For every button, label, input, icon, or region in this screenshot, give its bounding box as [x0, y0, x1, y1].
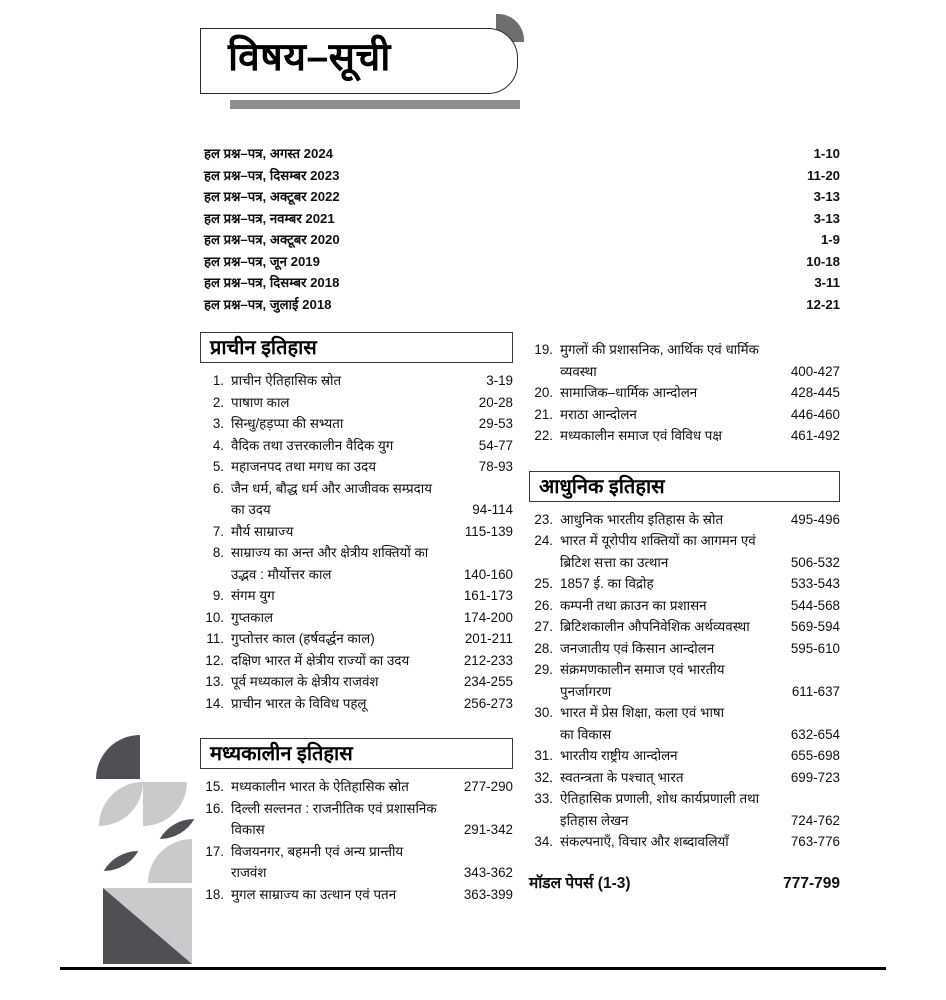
toc-entry-pages: 29-53: [478, 416, 513, 431]
toc-entry: [529, 831, 840, 853]
toc-entry: [200, 370, 513, 392]
solved-paper-title: हल प्रश्न–पत्र, जून 2019: [204, 253, 320, 269]
toc-entry-pages: 611-637: [791, 683, 840, 699]
toc-entry-number: 22.: [534, 428, 553, 443]
toc-entry-label: मध्यकालीन भारत के ऐतिहासिक स्रोत: [231, 779, 409, 794]
solved-paper-row: [204, 229, 840, 251]
toc-entry-label: संगम युग: [231, 588, 275, 603]
toc-entry-label: 1857 ई. का विद्रोह: [560, 576, 654, 591]
model-papers-label: मॉडल पेपर्स (1-3): [529, 874, 631, 892]
toc-list-modern: [529, 509, 840, 853]
toc-entry-label: मुगल साम्राज्य का उत्थान एवं पतन: [231, 886, 397, 902]
toc-entry-pages: 20-28: [478, 394, 513, 410]
toc-entry: [529, 638, 840, 660]
toc-entry-label: कम्पनी तथा क्राउन का प्रशासन: [560, 597, 707, 613]
toc-entry-label-continued: व्यवस्था: [560, 363, 597, 379]
toc-entry: [200, 628, 513, 650]
toc-entry-number: 26.: [534, 597, 553, 613]
toc-entry-label: भारत में यूरोपीय शक्तियों का आगमन एवं ब्रिटिश सत्ता का उत्थान: [560, 530, 840, 573]
toc-entry: [529, 702, 840, 745]
toc-entry: [200, 521, 513, 543]
toc-entry-number: 33.: [534, 791, 553, 806]
toc-entry-label: प्राचीन ऐतिहासिक स्रोत: [231, 373, 342, 388]
solved-paper-title: हल प्रश्न–पत्र, दिसम्बर 2023: [204, 167, 340, 183]
solved-paper-row: [204, 294, 840, 316]
leaf-lens-light-left: [99, 782, 143, 826]
toc-entry: [200, 435, 513, 457]
toc-entry-pages: 595-610: [790, 640, 840, 656]
leaf-lens-dark-left: [101, 846, 141, 875]
toc-entry-number: 24.: [534, 533, 553, 548]
toc-entry-label: आधुनिक भारतीय इतिहास के स्रोत: [560, 511, 724, 527]
toc-entry-pages: 174-200: [463, 609, 513, 625]
toc-entry-number: 31.: [534, 748, 553, 763]
toc-entry-label: भारत में प्रेस शिक्षा, कला एवं भाषा का विकास: [560, 702, 840, 745]
toc-entry: [200, 693, 513, 715]
toc-entry-pages: 495-496: [790, 511, 840, 527]
toc-entry-pages: 763-776: [790, 834, 840, 849]
solved-paper-row: [204, 272, 840, 294]
toc-entry-pages: 506-532: [790, 554, 840, 570]
toc-entry-number: 7.: [212, 523, 224, 539]
toc-entry-number: 34.: [534, 834, 553, 849]
toc-entry-pages: 533-543: [790, 576, 840, 591]
toc-entry-number: 25.: [534, 576, 553, 591]
toc-entry: [529, 788, 840, 831]
toc-entry-pages: 363-399: [463, 886, 513, 902]
toc-entry-label: दिल्ली सल्तनत : राजनीतिक एवं प्रशासनिक विकास: [231, 798, 513, 841]
toc-entry-number: 9.: [212, 588, 224, 603]
toc-entry: [200, 884, 513, 906]
section-heading-ancient: प्राचीन इतिहास: [200, 332, 513, 363]
toc-entry-pages: 461-492: [790, 428, 840, 443]
toc-entry-pages: 256-273: [463, 695, 513, 711]
toc-entry-label: गुप्तोत्तर काल (हर्षवर्द्धन काल): [231, 631, 375, 646]
toc-entry-number: 8.: [212, 545, 224, 560]
toc-entry-pages: 724-762: [790, 812, 840, 828]
toc-entry-pages: 569-594: [790, 619, 840, 634]
toc-entry-label: जैन धर्म, बौद्ध धर्म और आजीवक सम्प्रदाय का उदय: [231, 478, 513, 521]
toc-entry-pages: 632-654: [790, 726, 840, 742]
toc-entry: [200, 776, 513, 798]
toc-entry: [529, 573, 840, 595]
toc-entry-label-continued: इतिहास लेखन: [560, 812, 629, 828]
page-header-banner: [200, 14, 520, 94]
header-shadow-bar: [230, 100, 520, 109]
toc-entry-pages: 161-173: [463, 588, 513, 603]
toc-entry-number: 15.: [205, 779, 224, 794]
toc-entry-number: 28.: [534, 640, 553, 656]
toc-entry-label: पूर्व मध्यकाल के क्षेत्रीय राजवंश: [231, 674, 379, 689]
toc-entry-label: ब्रिटिशकालीन औपनिवेशिक अर्थव्यवस्था: [560, 619, 750, 634]
toc-entry: [529, 425, 840, 447]
solved-paper-title: हल प्रश्न–पत्र, अगस्त 2024: [204, 146, 334, 161]
toc-entry: [529, 767, 840, 789]
toc-entry-number: 32.: [534, 769, 553, 785]
toc-entry: [200, 650, 513, 672]
toc-list-medieval-left: [200, 776, 513, 905]
toc-entry-number: 5.: [212, 459, 224, 474]
toc-entry-pages: 3-19: [486, 373, 513, 388]
toc-entry-number: 1.: [212, 373, 224, 388]
toc-entry-number: 12.: [205, 652, 224, 668]
toc-entry-number: 4.: [212, 437, 224, 453]
toc-entry: [529, 339, 840, 382]
toc-entry: [529, 659, 840, 702]
toc-entry-label-continued: का विकास: [560, 726, 612, 742]
page-bottom-rule: [60, 967, 886, 970]
toc-entry-label: मौर्य साम्राज्य: [231, 523, 294, 539]
toc-entry-number: 3.: [212, 416, 224, 431]
toc-entry: [529, 530, 840, 573]
toc-entry-label: भारतीय राष्ट्रीय आन्दोलन: [560, 748, 678, 763]
toc-entry-label: दक्षिण भारत में क्षेत्रीय राज्यों का उदय: [231, 652, 410, 668]
toc-entry: [200, 607, 513, 629]
model-papers-row: [529, 873, 840, 895]
toc-entry-label: संकल्पनाएँ, विचार और शब्दावलियाँ: [560, 834, 729, 849]
toc-entry-label: मराठा आन्दोलन: [560, 406, 637, 422]
toc-entry-number: 21.: [534, 406, 553, 422]
toc-entry-label-continued: का उदय: [231, 502, 271, 517]
toc-entry-number: 23.: [534, 511, 553, 527]
toc-entry: [529, 745, 840, 767]
toc-list-medieval-right: [529, 339, 840, 447]
toc-entry: [529, 382, 840, 404]
toc-entry-number: 17.: [205, 843, 224, 859]
toc-entry-number: 10.: [205, 609, 224, 625]
toc-entry-pages: 115-139: [464, 523, 513, 539]
toc-entry-pages: 140-160: [463, 566, 513, 582]
toc-entry-number: 13.: [205, 674, 224, 689]
toc-entry-pages: 277-290: [463, 779, 513, 794]
solved-paper-title: हल प्रश्न–पत्र, जुलाई 2018: [204, 296, 332, 312]
toc-entry-label: संक्रमणकालीन समाज एवं भारतीय पुनर्जागरण: [560, 659, 840, 702]
toc-entry-pages: 343-362: [463, 865, 513, 880]
solved-paper-title: हल प्रश्न–पत्र, अक्टूबर 2020: [204, 232, 340, 247]
toc-entry-number: 29.: [534, 662, 553, 677]
toc-entry: [200, 456, 513, 478]
toc-entry-label: मुगलों की प्रशासनिक, आर्थिक एवं धार्मिक व्यवस्था: [560, 339, 840, 382]
toc-entry-pages: 699-723: [790, 769, 840, 785]
toc-entry: [200, 413, 513, 435]
toc-entry-number: 14.: [205, 695, 224, 711]
toc-entry-number: 2.: [212, 394, 224, 410]
toc-entry-label: विजयनगर, बहमनी एवं अन्य प्रान्तीय राजवंश: [231, 843, 404, 880]
section-heading-medieval: मध्यकालीन इतिहास: [200, 738, 513, 769]
toc-entry: [529, 509, 840, 531]
toc-entry-label: स्वतन्त्रता के पश्चात् भारत: [560, 769, 684, 785]
toc-entry-label: गुप्तकाल: [231, 609, 274, 625]
toc-entry-label: मध्यकालीन समाज एवं विविध पक्ष: [560, 428, 723, 443]
solved-paper-row: [204, 186, 840, 208]
toc-entry-pages: 212-233: [463, 652, 513, 668]
solved-paper-title: हल प्रश्न–पत्र, नवम्बर 2021: [204, 210, 335, 226]
toc-entry: [529, 595, 840, 617]
toc-entry-pages: 78-93: [478, 459, 513, 474]
toc-entry-label: साम्राज्य का अन्त और क्षेत्रीय शक्तियों का उद्भव : मौर्योत्तर काल: [231, 542, 513, 585]
toc-entry: [529, 404, 840, 426]
model-papers-pages: 777-799: [783, 874, 840, 892]
toc-entry-pages: 655-698: [790, 748, 840, 763]
toc-entry-number: 30.: [534, 705, 553, 720]
toc-entry-label: पाषाण काल: [231, 394, 290, 410]
toc-entry-number: 6.: [212, 480, 224, 496]
leaf-quarter-light-upper: [143, 782, 187, 826]
toc-entry-pages: 291-342: [463, 822, 513, 837]
solved-papers-list: [204, 143, 840, 315]
toc-entry: [200, 841, 513, 884]
solved-paper-title: हल प्रश्न–पत्र, अक्टूबर 2022: [204, 189, 340, 204]
solved-paper-pages: 1-9: [820, 232, 840, 247]
section-heading-modern: आधुनिक इतिहास: [529, 471, 840, 502]
toc-entry: [200, 392, 513, 414]
contents-column-left: [200, 332, 513, 905]
toc-entry-pages: 446-460: [790, 406, 840, 422]
solved-paper-pages: 3-11: [814, 275, 840, 290]
toc-entry: [200, 798, 513, 841]
toc-entry-pages: 94-114: [472, 502, 513, 517]
toc-entry: [200, 478, 513, 521]
toc-entry-label: सामाजिक–धार्मिक आन्दोलन: [560, 385, 698, 400]
solved-paper-pages: 1-10: [813, 146, 840, 161]
toc-entry-pages: 400-427: [790, 363, 840, 379]
toc-entry-label: प्राचीन भारत के विविध पहलू: [231, 695, 367, 711]
solved-paper-row: [204, 143, 840, 165]
toc-entry-pages: 201-211: [464, 631, 513, 646]
toc-entry-number: 20.: [534, 385, 553, 400]
solved-paper-row: [204, 208, 840, 230]
toc-entry-label-continued: विकास: [231, 822, 265, 837]
toc-list-ancient: [200, 370, 513, 714]
toc-entry-pages: 428-445: [790, 385, 840, 400]
toc-entry: [200, 585, 513, 607]
toc-entry-number: 27.: [534, 619, 553, 634]
contents-column-right: [529, 332, 840, 895]
toc-entry-number: 16.: [205, 800, 224, 816]
toc-entry-pages: 234-255: [463, 674, 513, 689]
solved-paper-pages: 10-18: [806, 253, 840, 269]
solved-paper-pages: 3-13: [813, 210, 840, 226]
solved-paper-title: हल प्रश्न–पत्र, दिसम्बर 2018: [204, 275, 340, 290]
leaf-emblem-decoration: [95, 733, 205, 965]
page-title: विषय–सूची: [228, 36, 391, 79]
toc-entry-label: महाजनपद तथा मगध का उदय: [231, 459, 376, 474]
toc-entry: [200, 542, 513, 585]
solved-paper-row: [204, 251, 840, 273]
toc-entry-label: वैदिक तथा उत्तरकालीन वैदिक युग: [231, 437, 394, 453]
toc-entry: [200, 671, 513, 693]
solved-paper-pages: 3-13: [813, 189, 840, 204]
toc-entry-pages: 54-77: [478, 437, 513, 453]
toc-entry-number: 18.: [205, 886, 224, 902]
toc-entry-label-continued: ब्रिटिश सत्ता का उत्थान: [560, 554, 669, 570]
toc-entry-label-continued: पुनर्जागरण: [560, 683, 612, 699]
toc-entry-label: ऐतिहासिक प्रणाली, शोध कार्यप्रणाली तथा इतिहास लेखन: [560, 788, 840, 831]
solved-paper-pages: 11-20: [806, 167, 840, 183]
solved-paper-row: [204, 165, 840, 187]
toc-entry-label-continued: उद्भव : मौर्योत्तर काल: [231, 566, 332, 582]
leaf-quarter-dark-top: [96, 735, 140, 779]
toc-entry-number: 11.: [206, 631, 224, 646]
toc-entry-label: सिन्धु/हड़प्पा की सभ्यता: [231, 416, 344, 431]
toc-entry-pages: 544-568: [790, 597, 840, 613]
toc-entry-number: 19.: [534, 342, 553, 357]
toc-entry-label: जनजातीय एवं किसान आन्दोलन: [560, 640, 715, 656]
solved-paper-pages: 12-21: [806, 296, 840, 312]
leaf-quarter-light-lower: [148, 839, 192, 883]
toc-entry: [529, 616, 840, 638]
